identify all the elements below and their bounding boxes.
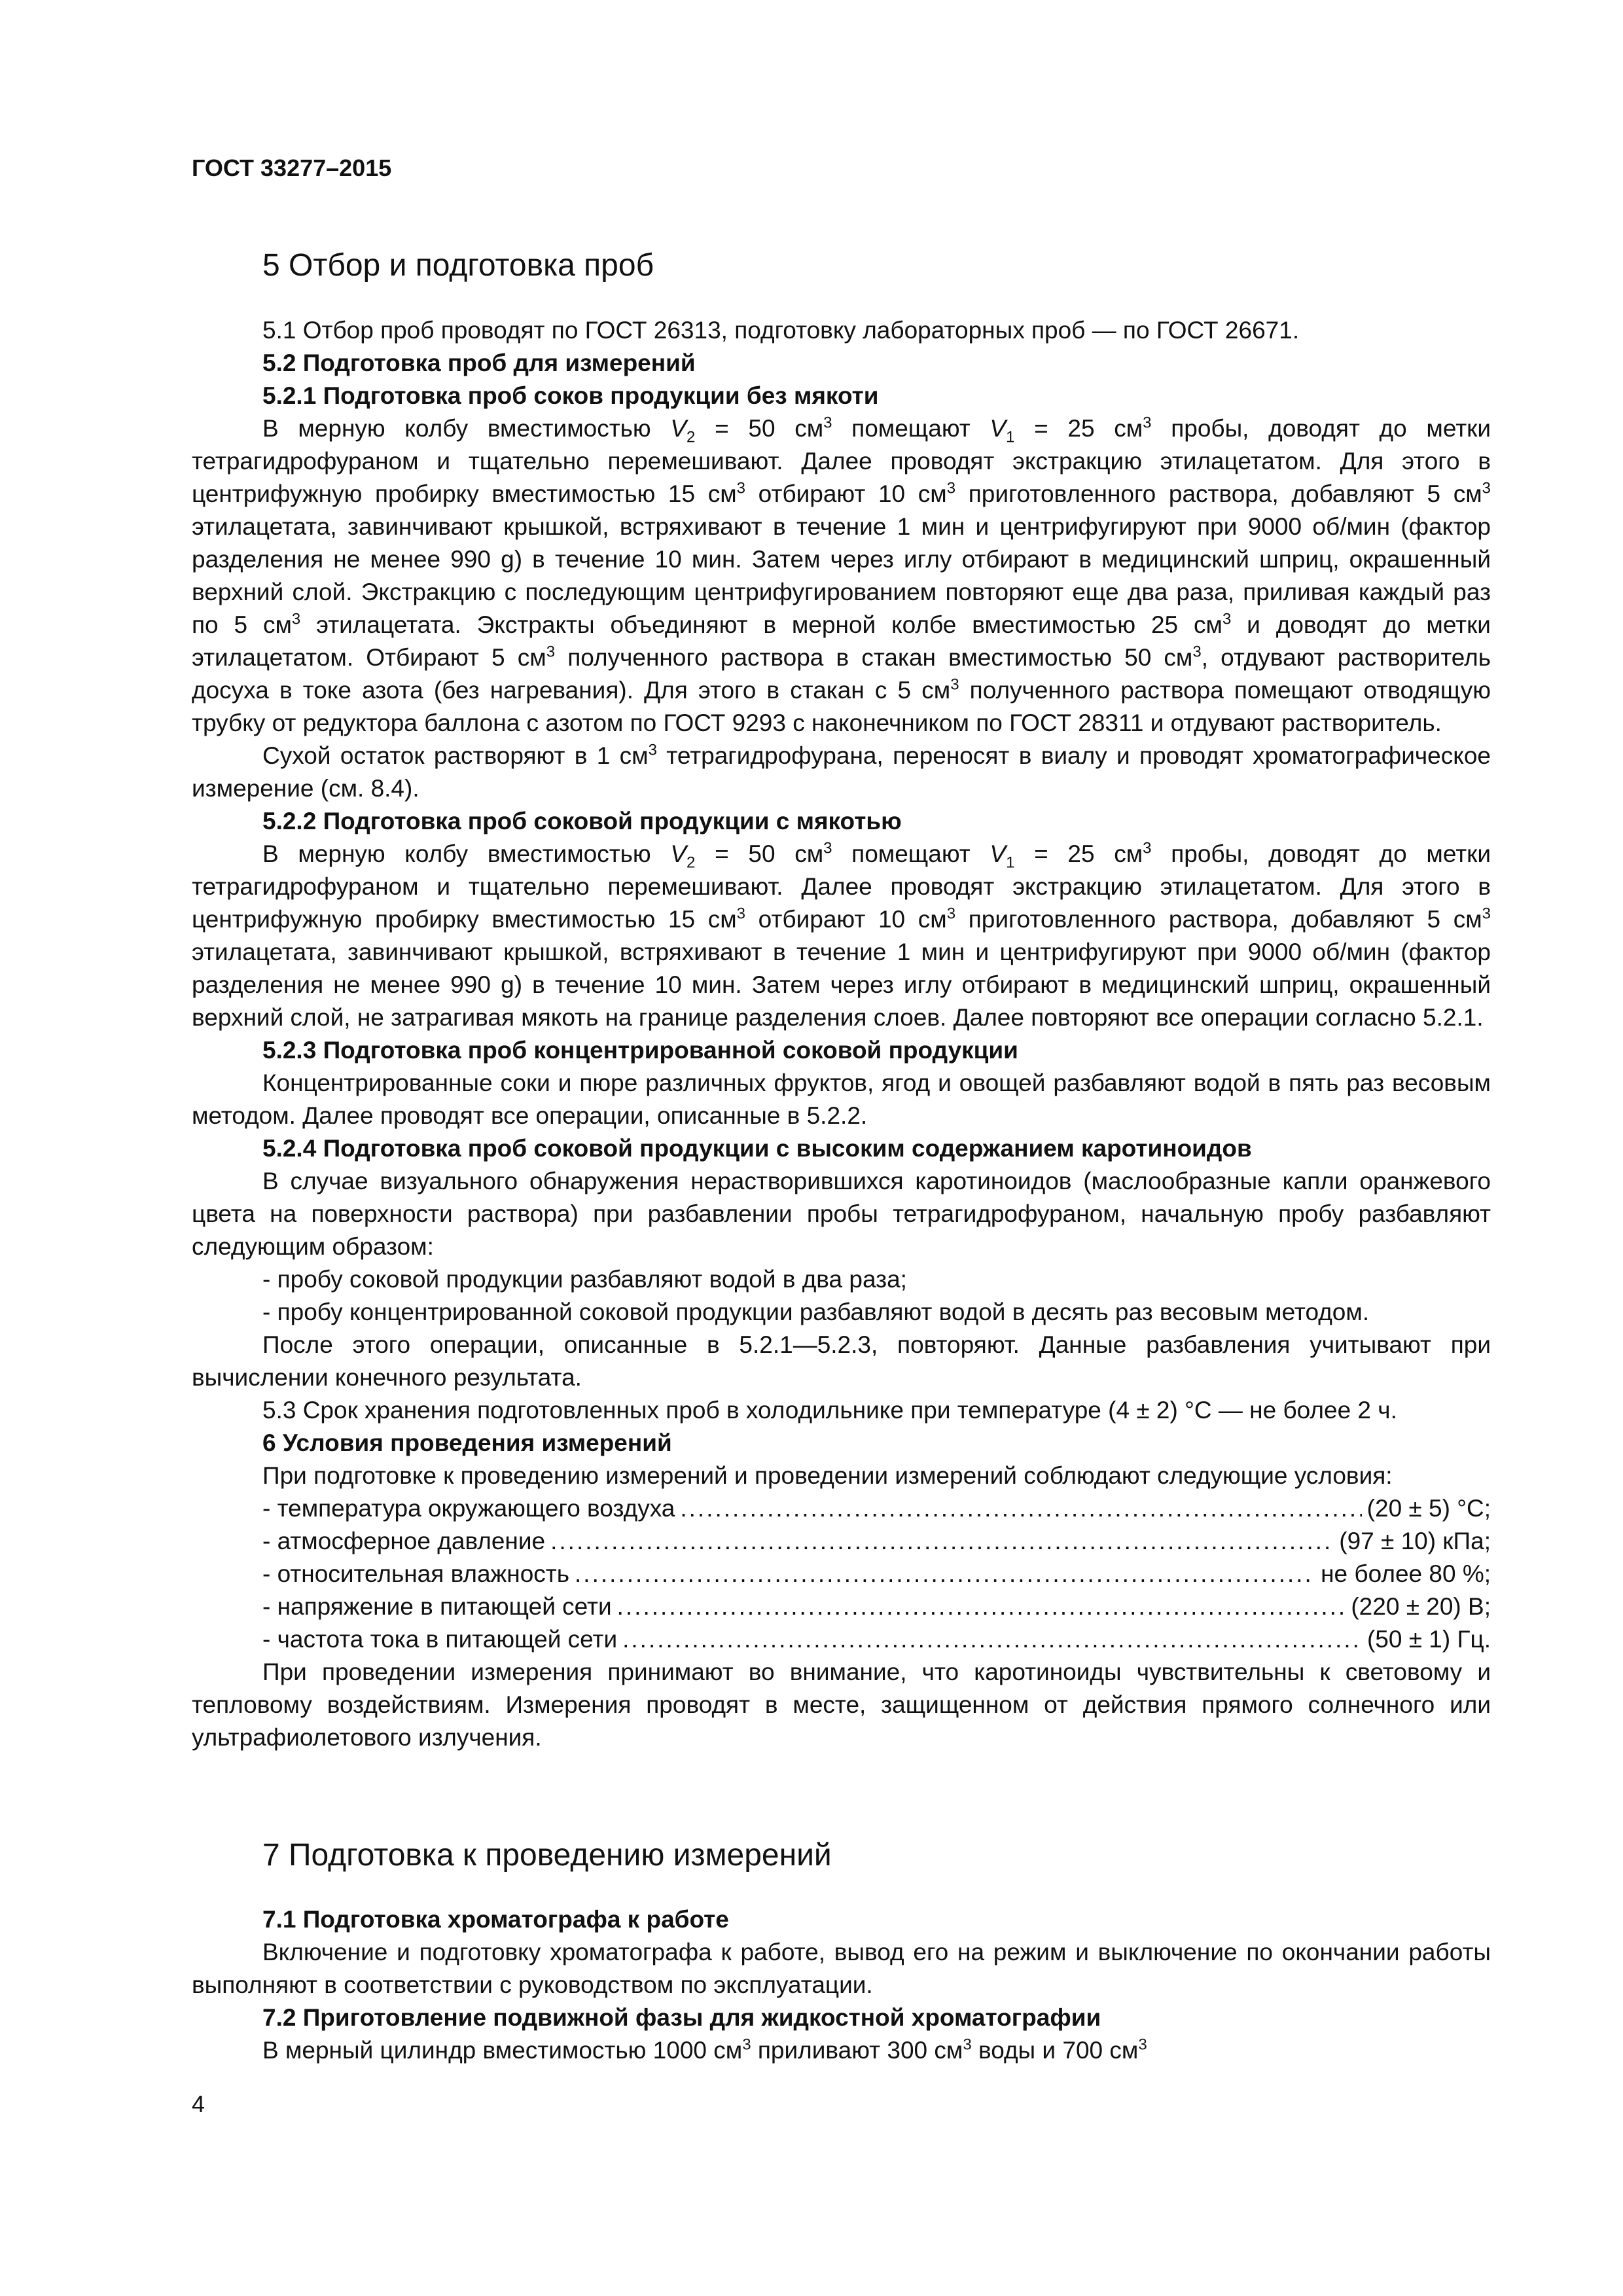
condition-row: - температура окружающего воздуха ..... (20 ± 5) °С; — [192, 1492, 1491, 1525]
heading-5-2-3: 5.2.3 Подготовка проб концентрированной соковой продукции — [262, 1037, 1018, 1064]
section-6-title: 6 Условия проведения измерений — [262, 1429, 672, 1456]
heading-7-2: 7.2 Приготовление подвижной фазы для жидкостной хроматографии — [262, 2004, 1101, 2031]
section-5-body — [192, 314, 1491, 1754]
condition-row: - частота тока в питающей сети ..... (50 ± 1) Гц. — [192, 1623, 1491, 1656]
condition-row: - относительная влажность ..... не более 80 %; — [192, 1558, 1491, 1590]
heading-5-2-4: 5.2.4 Подготовка проб соковой продукции с высоким содержанием каротиноидов — [262, 1135, 1252, 1162]
section-6-note: При проведении измерения принимают во внимание, что каротиноиды чувствительны к световому и тепловому воздействиям. Измерения проводят в месте, защищенном от действия прямого солнечного или ультрафиолетового излучения. — [192, 1659, 1491, 1751]
paragraph-5-2-2: В мерную колбу вместимостью $V_2 = 50$ $см^3$ помещают $V_1 = 25$ $см^3$ пробы, доводят до метки тетрагидрофураном и тщательно перемешивают. Далее проводят экстракцию этилацетатом. Для этого в центрифужную пробирку вместимостью 15 $см^3$ отбирают 10 $см^3$ приготовленного раствора, добавляют 5 $см^3$ этилацетата, завинчивают крышкой, встряхивают в течение 1 мин и центрифугируют при 9000 об/мин (фактор разделения не менее 990 g) в течение 10 мин. Затем через иглу отбирают в медицинский шприц, окрашенный верхний слой, не затрагивая мякоть на границе разделения слоев. Далее повторяют все операции согласно 5.2.1. — [192, 839, 1491, 1031]
heading-5-2: 5.2 Подготовка проб для измерений — [262, 350, 696, 376]
page-number: 4 — [192, 2090, 205, 2117]
condition-row: - атмосферное давление ..... (97 ± 10) кПа; — [192, 1525, 1491, 1558]
paragraph-7-2: В мерный цилиндр вместимостью 1000 $см^3$ приливают 300 $см^3$ воды и 700 $см^3$ — [262, 2036, 1147, 2064]
paragraph-5-2-1: В мерную колбу вместимостью $V_2 = 50$ $см^3$ помещают $V_1 = 25$ $см^3$ пробы, доводят до метки тетрагидрофураном и тщательно перемешивают. Далее проводят экстракцию этилацетатом. Для этого в центрифужную пробирку вместимостью 15 $см^3$ отбирают 10 $см^3$ приготовленного раствора, добавляют 5 $см^3$ этилацетата, завинчивают крышкой, встряхивают в течение 1 мин и центрифугируют при 9000 об/мин (фактор разделения не менее 990 g) в течение 10 мин. Затем через иглу отбирают в медицинский шприц, окрашенный верхний слой. Экстракцию с последующим центрифугированием повторяют еще два раза, приливая каждый раз по 5 $см^3$ этилацетата. Экстракты объединяют в мерной колбе вместимостью 25 $см^3$ и доводят до метки этилацетатом. Отбирают 5 $см^3$ полученного раствора в стакан вместимостью 50 $см^3$, отдувают растворитель досуха в токе азота (без нагревания). Для этого в стакан с 5 $см^3$ полученного раствора помещают отводящую трубку от редуктора баллона с азотом по ГОСТ 9293 с наконечником по ГОСТ 28311 и отдувают растворитель. — [192, 414, 1491, 736]
section-7-body — [192, 1903, 1491, 2067]
heading-5-2-2: 5.2.2 Подготовка проб соковой продукции с мякотью — [262, 808, 902, 834]
section-5-title: 5 Отбор и подготовка проб — [262, 248, 654, 283]
condition-row: - напряжение в питающей сети ..... (220 ± 20) В; — [192, 1590, 1491, 1623]
paragraph-5-2-1-dry-residue: Сухой остаток растворяют в 1 $см^3$ тетрагидрофурана, переносят в виалу и проводят хроматографическое измерение (см. 8.4). — [192, 741, 1491, 802]
section-7-title: 7 Подготовка к проведению измерений — [262, 1838, 832, 1873]
section-6-intro: При подготовке к проведению измерений и проведении измерений соблюдают следующие условия: — [262, 1462, 1393, 1489]
paragraph-5-2-4-after: После этого операции, описанные в 5.2.1—5.2.3, повторяют. Данные разбавления учитывают при вычислении конечного результата. — [192, 1331, 1491, 1391]
heading-5-2-1: 5.2.1 Подготовка проб соков продукции без мякоти — [262, 382, 879, 409]
paragraph-5-1: 5.1 Отбор проб проводят по ГОСТ 26313, подготовку лабораторных проб — по ГОСТ 26671. — [262, 317, 1300, 344]
paragraph-7-1: Включение и подготовку хроматографа к работе, вывод его на режим и выключение по окончании работы выполняют в соответствии с руководством по эксплуатации. — [192, 1939, 1491, 1998]
heading-7-1: 7.1 Подготовка хроматографа к работе — [262, 1906, 729, 1933]
paragraph-5-2-4: В случае визуального обнаружения нерастворившихся каротиноидов (маслообразные капли оранжевого цвета на поверхности раствора) при разбавлении пробы тетрагидрофураном, начальную пробу разбавляют следующим образом: — [192, 1168, 1491, 1260]
paragraph-5-3: 5.3 Срок хранения подготовленных проб в холодильнике при температуре (4 ± 2) °С — не более 2 ч. — [262, 1397, 1397, 1424]
standard-number: ГОСТ 33277–2015 — [192, 154, 392, 181]
paragraph-5-2-3: Концентрированные соки и пюре различных фруктов, ягод и овощей разбавляют водой в пять раз весовым методом. Далее проводят все операции, описанные в 5.2.2. — [192, 1069, 1491, 1129]
list-item: - пробу концентрированной соковой продукции разбавляют водой в десять раз весовым методом. — [262, 1299, 1370, 1325]
list-item: - пробу соковой продукции разбавляют водой в два раза; — [262, 1266, 907, 1293]
